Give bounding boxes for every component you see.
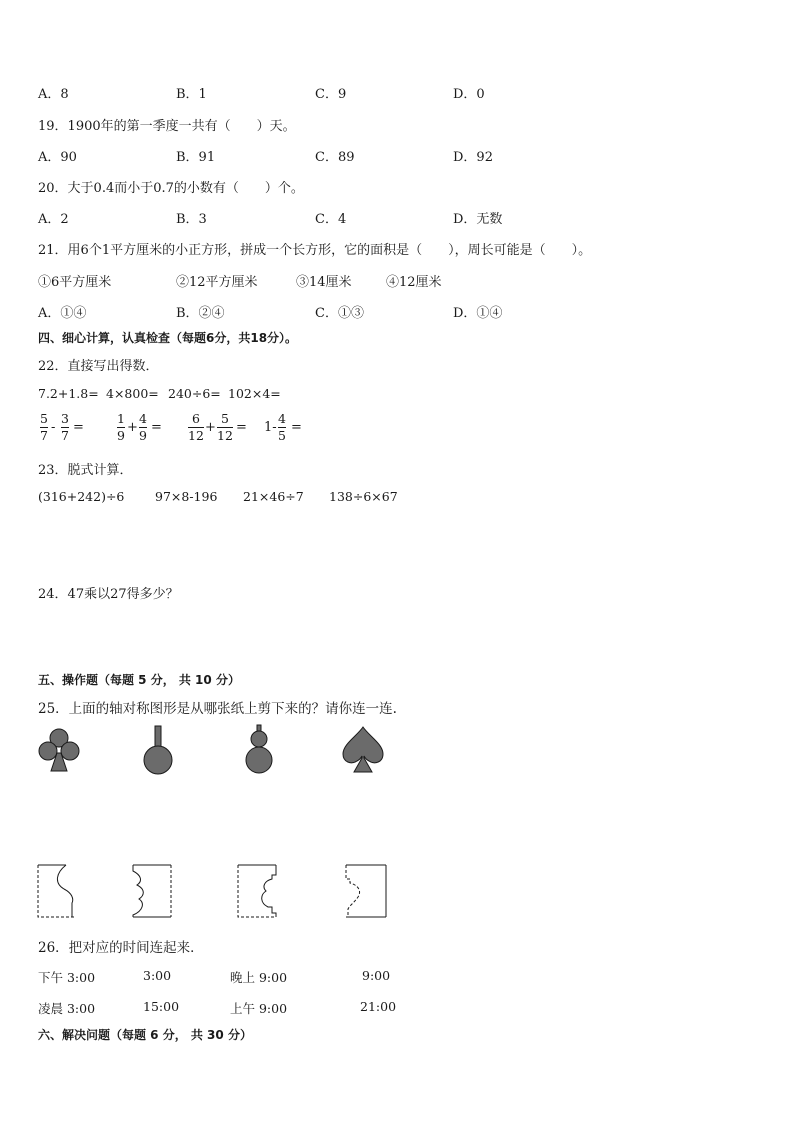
q19-option-b: B．91 — [176, 150, 216, 165]
q18-option-a: A．8 — [38, 87, 69, 102]
q21-choice-2: ②12平方厘米 — [176, 275, 258, 290]
section-6-title: 六、解决问题（每题 6 分， 共 30 分） — [38, 1028, 252, 1042]
q22-frac4-b: 4 5 — [278, 411, 286, 443]
q26-row2-item-1: 凌晨 3:00 — [38, 1001, 96, 1016]
q22-frac3-b: 5 12 — [217, 411, 233, 443]
q22-frac1-eq: = — [73, 420, 84, 435]
club-shape — [36, 726, 82, 774]
paper-cut-2 — [131, 863, 175, 919]
q21-option-d: D．①④ — [453, 306, 503, 321]
q22-item-2: 4×800= — [106, 386, 159, 401]
paper-cut-4 — [344, 863, 390, 919]
q21-choice-4: ④12厘米 — [386, 275, 442, 290]
q22-frac1-b: 3 7 — [61, 411, 69, 443]
q21-choice-1: ①6平方厘米 — [38, 275, 112, 290]
q19-stem: 19．1900年的第一季度一共有（ ）天。 — [38, 119, 296, 134]
q22-frac4-eq: = — [291, 420, 302, 435]
q22-item-3: 240÷6= — [168, 386, 221, 401]
spade-shape — [339, 724, 387, 776]
q23-item-3: 21×46÷7 — [243, 489, 304, 504]
q22-frac2-a: 1 9 — [117, 411, 125, 443]
q22-item-4: 102×4= — [228, 386, 281, 401]
gourd-shape — [241, 724, 277, 776]
q23-item-1: (316+242)÷6 — [38, 489, 125, 504]
q21-option-a: A．①④ — [38, 306, 87, 321]
q22-frac4-whole: 1- — [264, 420, 277, 435]
q22-frac2-b: 4 9 — [139, 411, 147, 443]
q22-frac3-a: 6 12 — [188, 411, 204, 443]
paper-cut-3 — [236, 863, 280, 919]
q24-stem: 24．47乘以27得多少？ — [38, 587, 179, 602]
q18-option-b: B．1 — [176, 87, 207, 102]
q19-option-d: D．92 — [453, 150, 493, 165]
q26-row2-item-2: 15:00 — [143, 999, 180, 1014]
q18-option-d: D．0 — [453, 87, 485, 102]
q19-option-a: A．90 — [38, 150, 77, 165]
q22-frac2-eq: = — [151, 420, 162, 435]
q20-option-b: B．3 — [176, 212, 207, 227]
q20-stem: 20．大于0.4而小于0.7的小数有（ ）个。 — [38, 181, 304, 196]
section-4-title: 四、细心计算，认真检查（每题6分，共18分）。 — [38, 331, 298, 345]
q26-row1-item-2: 3:00 — [143, 968, 172, 983]
q23-stem: 23．脱式计算． — [38, 463, 133, 478]
q20-option-d: D．无数 — [453, 212, 503, 227]
q21-option-c: C．①③ — [315, 306, 364, 321]
q23-item-2: 97×8-196 — [155, 489, 218, 504]
q22-frac1-a: 5 7 — [40, 411, 48, 443]
q26-row1-item-4: 9:00 — [362, 968, 391, 983]
section-5-title: 五、操作题（每题 5 分， 共 10 分） — [38, 673, 240, 687]
q26-row2-item-4: 21:00 — [360, 999, 397, 1014]
q20-option-a: A．2 — [38, 212, 69, 227]
q20-option-c: C．4 — [315, 212, 347, 227]
q22-stem: 22．直接写出得数． — [38, 359, 159, 374]
q22-frac1-op: - — [51, 420, 56, 435]
round-flask-shape — [140, 724, 176, 776]
q23-item-4: 138÷6×67 — [329, 489, 398, 504]
q26-row1-item-1: 下午 3:00 — [38, 970, 96, 985]
q21-stem: 21．用6个1平方厘米的小正方形，拼成一个长方形，它的面积是（ ），周长可能是（ ）。 — [38, 243, 592, 258]
q22-item-1: 7.2+1.8= — [38, 386, 99, 401]
q21-option-b: B．②④ — [176, 306, 225, 321]
q18-option-c: C．9 — [315, 87, 347, 102]
paper-cut-1 — [36, 863, 80, 919]
q26-row1-item-3: 晚上 9:00 — [230, 970, 288, 985]
q22-frac2-op: + — [127, 420, 138, 435]
q19-option-c: C．89 — [315, 150, 355, 165]
q22-frac3-eq: = — [236, 420, 247, 435]
q25-stem: 25．上面的轴对称图形是从哪张纸上剪下来的？请你连一连. — [38, 701, 397, 717]
q22-frac3-op: + — [205, 420, 216, 435]
q21-choice-3: ③14厘米 — [296, 275, 352, 290]
q26-row2-item-3: 上午 9:00 — [230, 1001, 288, 1016]
q26-stem: 26．把对应的时间连起来． — [38, 940, 204, 956]
